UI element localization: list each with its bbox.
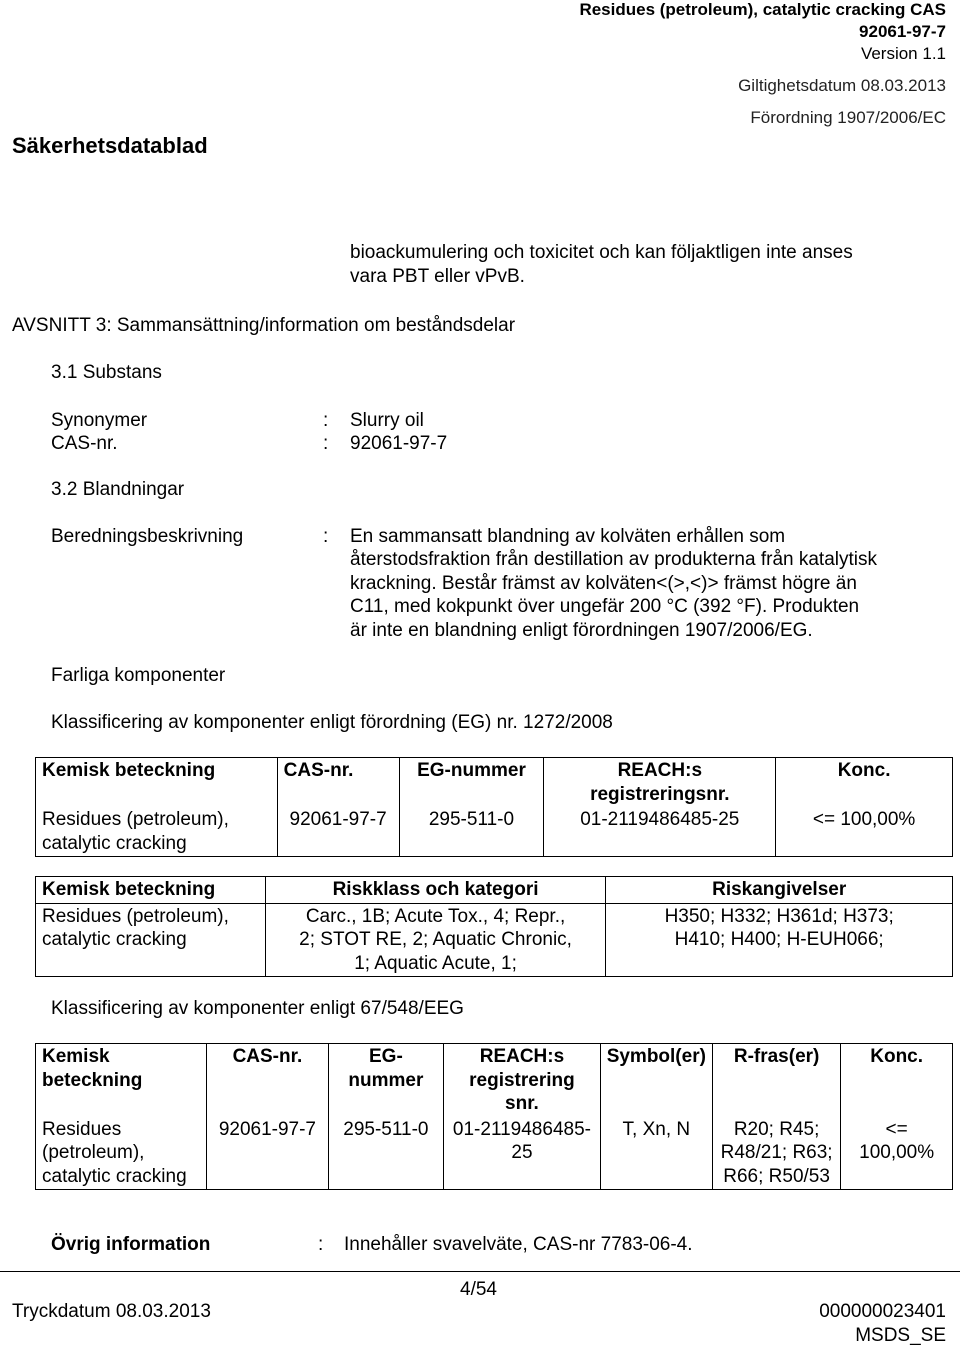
description-line-3: krackning. Består främst av kolväten<(>,<)> främst högre än (350, 573, 857, 594)
col-chemical-name: Kemisk beteckning (42, 760, 216, 781)
cell-reach: 01-2119486485-25 (580, 809, 740, 830)
synonym-value: Slurry oil (350, 410, 424, 431)
col-reach: REACH:s registreringsnr. (590, 760, 730, 805)
col-concentration: Konc. (870, 1046, 924, 1067)
synonym-colon: : (323, 410, 329, 431)
col-chemical-name: Kemisk beteckning (42, 1046, 143, 1091)
description-line-5: är inte en blandning enligt förordningen 1907/2006/EG. (350, 620, 813, 641)
subsection-substance: 3.1 Substans (51, 362, 162, 383)
col-r-phrases: R-fras(er) (733, 1046, 820, 1067)
hazard-components-label: Farliga komponenter (51, 665, 226, 686)
classification-heading-eec: Klassificering av komponenter enligt 67/548/EEG (51, 998, 464, 1019)
cell-ec-number: 295-511-0 (428, 809, 515, 830)
continuation-line-1: bioackumulering och toxicitet och kan följaktligen inte anses (350, 242, 853, 263)
header-product: Residues (petroleum), catalytic cracking CAS (579, 0, 946, 19)
col-concentration: Konc. (837, 760, 891, 781)
header-validity: Giltighetsdatum 08.03.2013 (738, 76, 946, 95)
classification-table-eec (35, 1043, 953, 1190)
description-line-2: återstodsfraktion från destillation av produkterna från katalytisk (350, 549, 877, 570)
col-chemical-name: Kemisk beteckning (42, 879, 216, 900)
cell-reach: 01-2119486485-25 (452, 1118, 591, 1163)
cas-colon: : (323, 433, 329, 454)
section-heading: AVSNITT 3: Sammansättning/information om beståndsdelar (12, 315, 516, 336)
table-header-row (36, 758, 953, 808)
cell-concentration: <= 100,00% (812, 809, 916, 830)
other-info-colon: : (318, 1234, 324, 1255)
cell-hazard-class: Carc., 1B; Acute Tox., 4; Repr., 2; STOT RE, 2; Aquatic Chronic, 1; Aquatic Acute, 1; (299, 905, 572, 974)
footer-divider (0, 1271, 960, 1272)
col-reach: REACH:s registrering snr. (469, 1046, 575, 1114)
cell-concentration: <= 100,00% (859, 1118, 935, 1163)
cell-chemical-name: Residues (petroleum), catalytic cracking (42, 809, 229, 854)
cell-ec-number: 295-511-0 (343, 1118, 429, 1140)
description-colon: : (323, 526, 329, 547)
table-row (36, 807, 953, 857)
print-date: Tryckdatum 08.03.2013 (12, 1301, 211, 1322)
cell-cas: 92061-97-7 (289, 809, 387, 830)
col-hazard-statements: Riskangivelser (712, 879, 847, 900)
col-symbols: Symbol(er) (606, 1046, 706, 1067)
cas-value: 92061-97-7 (350, 433, 448, 454)
other-info-value: Innehåller svavelväte, CAS-nr 7783-06-4. (344, 1234, 693, 1255)
continuation-line-2: vara PBT eller vPvB. (350, 266, 525, 287)
cell-symbols: T, Xn, N (622, 1118, 691, 1140)
table-header-row (36, 1044, 953, 1117)
page-number: 4/54 (460, 1279, 497, 1300)
col-ec-number: EG-nummer (348, 1046, 424, 1091)
hazard-class-table (35, 876, 953, 977)
table-row (36, 1117, 953, 1190)
cell-chemical-name: Residues (petroleum), catalytic cracking (42, 1118, 187, 1187)
cell-hazard-statements: H350; H332; H361d; H373; H410; H400; H-EUH066; (664, 905, 894, 950)
document-title: Säkerhetsdatablad (12, 133, 208, 158)
header-version: Version 1.1 (860, 44, 946, 63)
classification-heading-clp: Klassificering av komponenter enligt förordning (EG) nr. 1272/2008 (51, 712, 613, 733)
cell-cas: 92061-97-7 (218, 1118, 317, 1140)
document-type: MSDS_SE (855, 1325, 946, 1346)
col-hazard-class: Riskklass och kategori (332, 879, 539, 900)
cas-label: CAS-nr. (51, 433, 118, 454)
header-regulation: Förordning 1907/2006/EC (750, 108, 946, 127)
description-line-1: En sammansatt blandning av kolväten erhållen som (350, 526, 786, 547)
description-label: Beredningsbeskrivning (51, 526, 244, 547)
synonym-label: Synonymer (51, 410, 148, 431)
cell-r-phrases: R20; R45; R48/21; R63; R66; R50/53 (720, 1118, 833, 1187)
col-cas: CAS-nr. (232, 1046, 303, 1067)
header-cas: 92061-97-7 (859, 22, 946, 41)
table-row (36, 903, 953, 977)
table-header-row (36, 877, 953, 904)
description-line-4: C11, med kokpunkt över ungefär 200 °C (392 °F). Produkten (350, 596, 860, 617)
cell-chemical-name: Residues (petroleum), catalytic cracking (42, 905, 229, 950)
document-number: 000000023401 (819, 1301, 946, 1322)
subsection-mixtures: 3.2 Blandningar (51, 479, 185, 500)
col-ec-number: EG-nummer (417, 760, 526, 781)
classification-table-clp (35, 757, 953, 857)
other-info-label: Övrig information (51, 1234, 211, 1255)
col-cas: CAS-nr. (283, 760, 354, 781)
